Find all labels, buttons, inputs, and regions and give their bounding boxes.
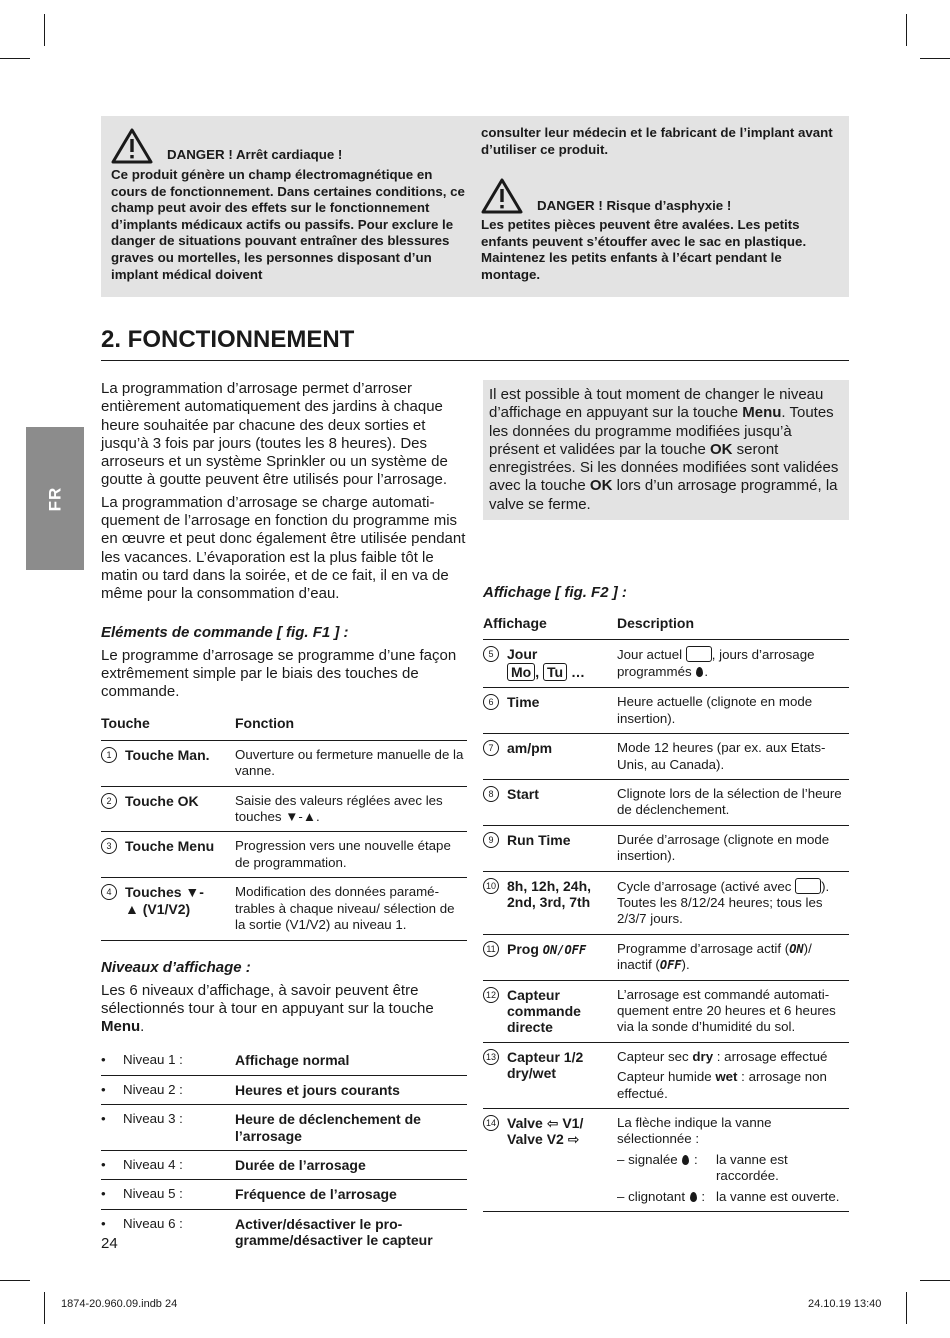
crop-mark	[920, 58, 950, 59]
table-row	[483, 688, 849, 734]
circled-number: 2	[101, 793, 117, 809]
table-row	[101, 786, 467, 832]
levels-table	[101, 1046, 467, 1254]
danger-heading: DANGER ! Risque d’asphyxie !	[537, 197, 732, 213]
level-row	[101, 1180, 467, 1209]
circled-number: 10	[483, 878, 499, 894]
circled-number: 1	[101, 747, 117, 763]
display-description: Mode 12 heures (par ex. aux Etats-Unis, au Canada).	[617, 734, 849, 780]
table-row	[483, 1042, 849, 1108]
right-column	[483, 380, 849, 1212]
controls-table	[101, 711, 467, 940]
desc-part: Capteur sec	[617, 1048, 693, 1064]
desc-part: Cycle d’arrosage (activé avec	[617, 878, 796, 894]
key-function: Modification des données paramétrables à chaque niveau/ sélection de la sortie (V1/V2) au niveau 1.	[235, 878, 467, 940]
crop-mark	[44, 1292, 45, 1324]
display-name-text: Valve V2	[507, 1131, 568, 1148]
desc-part: .	[704, 663, 709, 679]
language-tab-label: FR	[44, 486, 64, 511]
display-name-text: Prog	[507, 940, 543, 957]
page-number: 24	[101, 1235, 118, 1252]
circled-number: 5	[483, 646, 499, 662]
circled-number: 3	[101, 838, 117, 854]
left-column	[101, 380, 467, 1255]
controls-text: Le programme d’arrosage se programme d’une façon extrêmement simple par le biais des touches de commande.	[101, 646, 457, 701]
display-name	[507, 1115, 583, 1148]
desc-bold: dry	[692, 1048, 714, 1064]
bullet: •	[101, 1081, 106, 1097]
display-table	[483, 611, 849, 1212]
level-label: Niveau 2 :	[123, 1081, 183, 1097]
danger-heading-row	[111, 128, 465, 164]
section-title: 2. FONCTIONNEMENT	[101, 326, 849, 361]
frame-symbol	[686, 646, 712, 662]
level-label: Niveau 4 :	[123, 1157, 183, 1173]
display-description: Clignote lors de la sélection de l’heure de déclenchement.	[617, 779, 849, 825]
circled-number: 9	[483, 832, 499, 848]
level-row	[101, 1105, 467, 1151]
display-description	[617, 1042, 849, 1108]
display-name-text: Jour	[507, 646, 538, 663]
key-name: Touches ▼-▲ (V1/V2)	[125, 884, 204, 917]
desc-part: la vanne est raccordée.	[716, 1151, 788, 1184]
intro-paragraph: La programmation d’arrosage permet d’arroser entièrement automatiquement des jardins à chaque heure souhaitée par chacune des deux sorties et jusqu’à 3 fois par jours (toutes les 8 heures). Des arroseurs et un système Sprinkler ou un système de goutte à goutte peuvent être utilisés pour l’arrosage.	[101, 380, 448, 489]
desc-part: : arrosage non effectué.	[617, 1069, 827, 1101]
bullet: •	[101, 1052, 106, 1068]
key-function: Ouverture ou fermeture manuelle de la vanne.	[235, 740, 467, 786]
info-bold: OK	[709, 440, 733, 458]
intro-paragraph: La programmation d’arrosage se charge automatiquement de l’arrosage en fonction du programme mis en œuvre et peut donc également être utilisée pendant les vacances. L’évaporation est la plus faible tôt le matin ou tard dans la soirée, et de ce fait, il en va de même pour la consommation d’eau.	[101, 493, 466, 603]
desc-part: ).	[681, 957, 690, 973]
arrow-right-icon: ⇨	[567, 1131, 580, 1148]
desc-bold: wet	[715, 1069, 738, 1085]
level-label: Niveau 6 :	[123, 1215, 183, 1231]
table-row	[483, 871, 849, 934]
language-tab	[26, 427, 84, 570]
water-drop-icon	[696, 667, 703, 677]
danger-heading-row	[481, 178, 837, 214]
level-label: Niveau 3 :	[123, 1111, 183, 1127]
warning-triangle-icon	[111, 128, 153, 164]
sensor-dry-line	[617, 1049, 849, 1065]
table-row	[483, 825, 849, 871]
table-row	[483, 934, 849, 980]
display-name: Time	[507, 694, 540, 711]
danger-text: Les petites pièces peuvent être avalées. Les petits enfants peuvent s’étouffer avec le sac en plastique. Maintenez les petits enfants à l’écart pendant le montage.	[481, 217, 807, 282]
lcd-text: ON	[789, 941, 804, 956]
table-row	[483, 779, 849, 825]
level-value: Fréquence de l’arrosage	[235, 1180, 467, 1209]
day-box: Mo	[507, 663, 535, 681]
footer-date-time: 24.10.19 13:40	[808, 1298, 882, 1310]
display-description	[617, 871, 849, 934]
circled-number: 4	[101, 884, 117, 900]
controls-heading: Eléments de commande [ fig. F1 ] :	[101, 623, 349, 641]
lcd-text: ON/OFF	[542, 942, 587, 957]
table-row	[483, 980, 849, 1042]
desc-part: : arrosage effectué	[713, 1048, 828, 1064]
display-description	[617, 934, 849, 980]
crop-mark	[906, 1292, 907, 1324]
desc-part: , jours d’arrosage programmés	[617, 647, 815, 679]
info-bold: Menu	[742, 404, 782, 422]
display-name: Start	[507, 785, 539, 802]
display-name: am/pm	[507, 740, 553, 757]
info-bold: OK	[589, 477, 613, 495]
circled-number: 14	[483, 1115, 499, 1131]
key-name: Touche Menu	[125, 838, 215, 855]
display-name: Run Time	[507, 831, 571, 848]
display-name: Capteur commande directe	[507, 986, 581, 1036]
display-name: Capteur 1/2 dry/wet	[507, 1048, 584, 1082]
crop-mark	[0, 1280, 30, 1281]
desc-part: Capteur humide	[617, 1069, 716, 1085]
sensor-wet-line	[617, 1069, 849, 1102]
ellipsis: …	[570, 663, 585, 680]
display-description: L’arrosage est commandé automatiquement entre 20 heures et 6 heures via la sonde d’humidité du sol.	[617, 980, 849, 1042]
warning-triangle-icon	[481, 178, 523, 214]
circled-number: 8	[483, 786, 499, 802]
level-row	[101, 1151, 467, 1180]
circled-number: 7	[483, 740, 499, 756]
display-description: Durée d’arrosage (clignote en mode insertion).	[617, 825, 849, 871]
danger-heading: DANGER ! Arrêt cardiaque !	[167, 147, 343, 163]
info-text: Il est possible à tout moment de changer le niveau d’affichage en appuyant sur la touche	[489, 386, 824, 422]
table-row	[483, 640, 849, 688]
table-header-row	[101, 711, 467, 740]
danger-column-right	[481, 125, 837, 284]
display-name: Jour Mo , Tu …	[507, 646, 585, 680]
water-drop-icon	[682, 1155, 689, 1165]
level-value: Heure de déclenchement de l’arrosage	[235, 1105, 467, 1151]
level-value: Affichage normal	[235, 1046, 467, 1075]
level-value: Durée de l’arrosage	[235, 1151, 467, 1180]
display-description: Heure actuelle (clignote en mode insertion).	[617, 688, 849, 734]
signal-row	[617, 1152, 849, 1185]
table-header: Affichage	[483, 611, 617, 640]
table-header-row	[483, 611, 849, 640]
desc-part: la vanne est ouverte.	[716, 1188, 840, 1204]
signal-row	[617, 1189, 849, 1205]
display-name-text: Valve	[507, 1115, 547, 1132]
key-name: Touche Man.	[125, 746, 210, 763]
level-row	[101, 1046, 467, 1075]
circled-number: 12	[483, 987, 499, 1003]
level-value: Heures et jours courants	[235, 1075, 467, 1104]
desc-part: :	[697, 1188, 706, 1204]
desc-part: La flèche indique la vanne sélectionnée :	[617, 1115, 772, 1147]
desc-part: Jour actuel	[617, 647, 686, 663]
table-header: Fonction	[235, 711, 467, 740]
info-text: seront enregistrées. Si les données modifiées sont validées avec la touche	[489, 440, 839, 495]
level-label: Niveau 1 :	[123, 1052, 183, 1068]
levels-heading: Niveaux d’affichage :	[101, 958, 251, 976]
display-name: 8h, 12h, 24h, 2nd, 3rd, 7th	[507, 877, 592, 910]
key-name: Touche OK	[125, 792, 199, 809]
table-header: Touche	[101, 711, 235, 740]
crop-mark	[906, 14, 907, 46]
table-row	[483, 1109, 849, 1212]
info-text: lors d’un arrosage programmé, la valve se ferme.	[489, 477, 838, 513]
circled-number: 6	[483, 694, 499, 710]
circled-number: 13	[483, 1049, 499, 1065]
display-description	[617, 640, 849, 688]
desc-part: – signalée	[617, 1151, 682, 1167]
water-drop-icon	[690, 1192, 697, 1202]
level-label: Niveau 5 :	[123, 1186, 183, 1202]
level-value: Activer/désactiver le programme/désactiver le capteur	[235, 1215, 433, 1249]
table-header: Description	[617, 611, 849, 640]
desc-part: :	[690, 1151, 698, 1167]
desc-part: ). Toutes les 8/12/24 heures; tous les 2/3/7 jours.	[617, 878, 830, 927]
display-name-text: V1/	[558, 1115, 584, 1132]
danger-column-left	[111, 128, 465, 283]
danger-continuation-text: consulter leur médecin et le fabricant de l’implant avant d’utiliser ce produit.	[481, 125, 833, 157]
bullet: •	[101, 1111, 106, 1127]
display-description	[617, 1109, 849, 1212]
table-row	[483, 734, 849, 780]
levels-text	[101, 982, 467, 1037]
level-row	[101, 1075, 467, 1104]
bullet: •	[101, 1215, 106, 1231]
levels-text-part: .	[140, 1018, 145, 1036]
danger-warning-box	[101, 116, 849, 297]
table-row	[101, 832, 467, 878]
crop-mark	[0, 58, 30, 59]
info-text: . Toutes les données du programme modifiées jusqu’à présent et validées par la touche	[489, 404, 834, 458]
table-row	[101, 740, 467, 786]
crop-mark	[44, 14, 45, 46]
desc-part: – clignotant	[617, 1188, 689, 1204]
display-heading: Affichage [ fig. F2 ] :	[483, 584, 627, 602]
crop-mark	[920, 1280, 950, 1281]
levels-text-part: Les 6 niveaux d’affichage, à savoir peuvent être sélectionnés tour à tour en appuyant sur la touche	[101, 981, 434, 1017]
day-box: Tu	[543, 663, 567, 681]
level-row	[101, 1209, 467, 1254]
desc-part: )/ inactif (	[617, 940, 812, 973]
key-function: Saisie des valeurs réglées avec les touches ▼-▲.	[235, 786, 467, 832]
info-box	[483, 380, 849, 520]
levels-text-bold: Menu	[101, 1018, 141, 1036]
bullet: •	[101, 1157, 106, 1173]
frame-symbol	[795, 878, 821, 894]
danger-text: Ce produit génère un champ électromagnétique en cours de fonctionnement. Dans certaines conditions, ce champ peut avoir des effets sur le fonctionnement d’implants médicaux actifs ou passifs. Pour exclure le danger de situations pouvant entraîner des blessures graves ou mortelles, les personnes disposant d’un implant médical doivent	[111, 167, 465, 282]
table-row	[101, 878, 467, 940]
lcd-text: OFF	[659, 958, 682, 973]
circled-number: 11	[483, 941, 499, 957]
arrow-left-icon: ⇦	[546, 1115, 559, 1132]
footer-file-info: 1874-20.960.09.indb 24	[61, 1298, 178, 1310]
display-name	[507, 941, 586, 958]
bullet: •	[101, 1186, 106, 1202]
desc-part: Programme d’arrosage actif (	[617, 940, 790, 956]
key-function: Progression vers une nouvelle étape de programmation.	[235, 832, 467, 878]
